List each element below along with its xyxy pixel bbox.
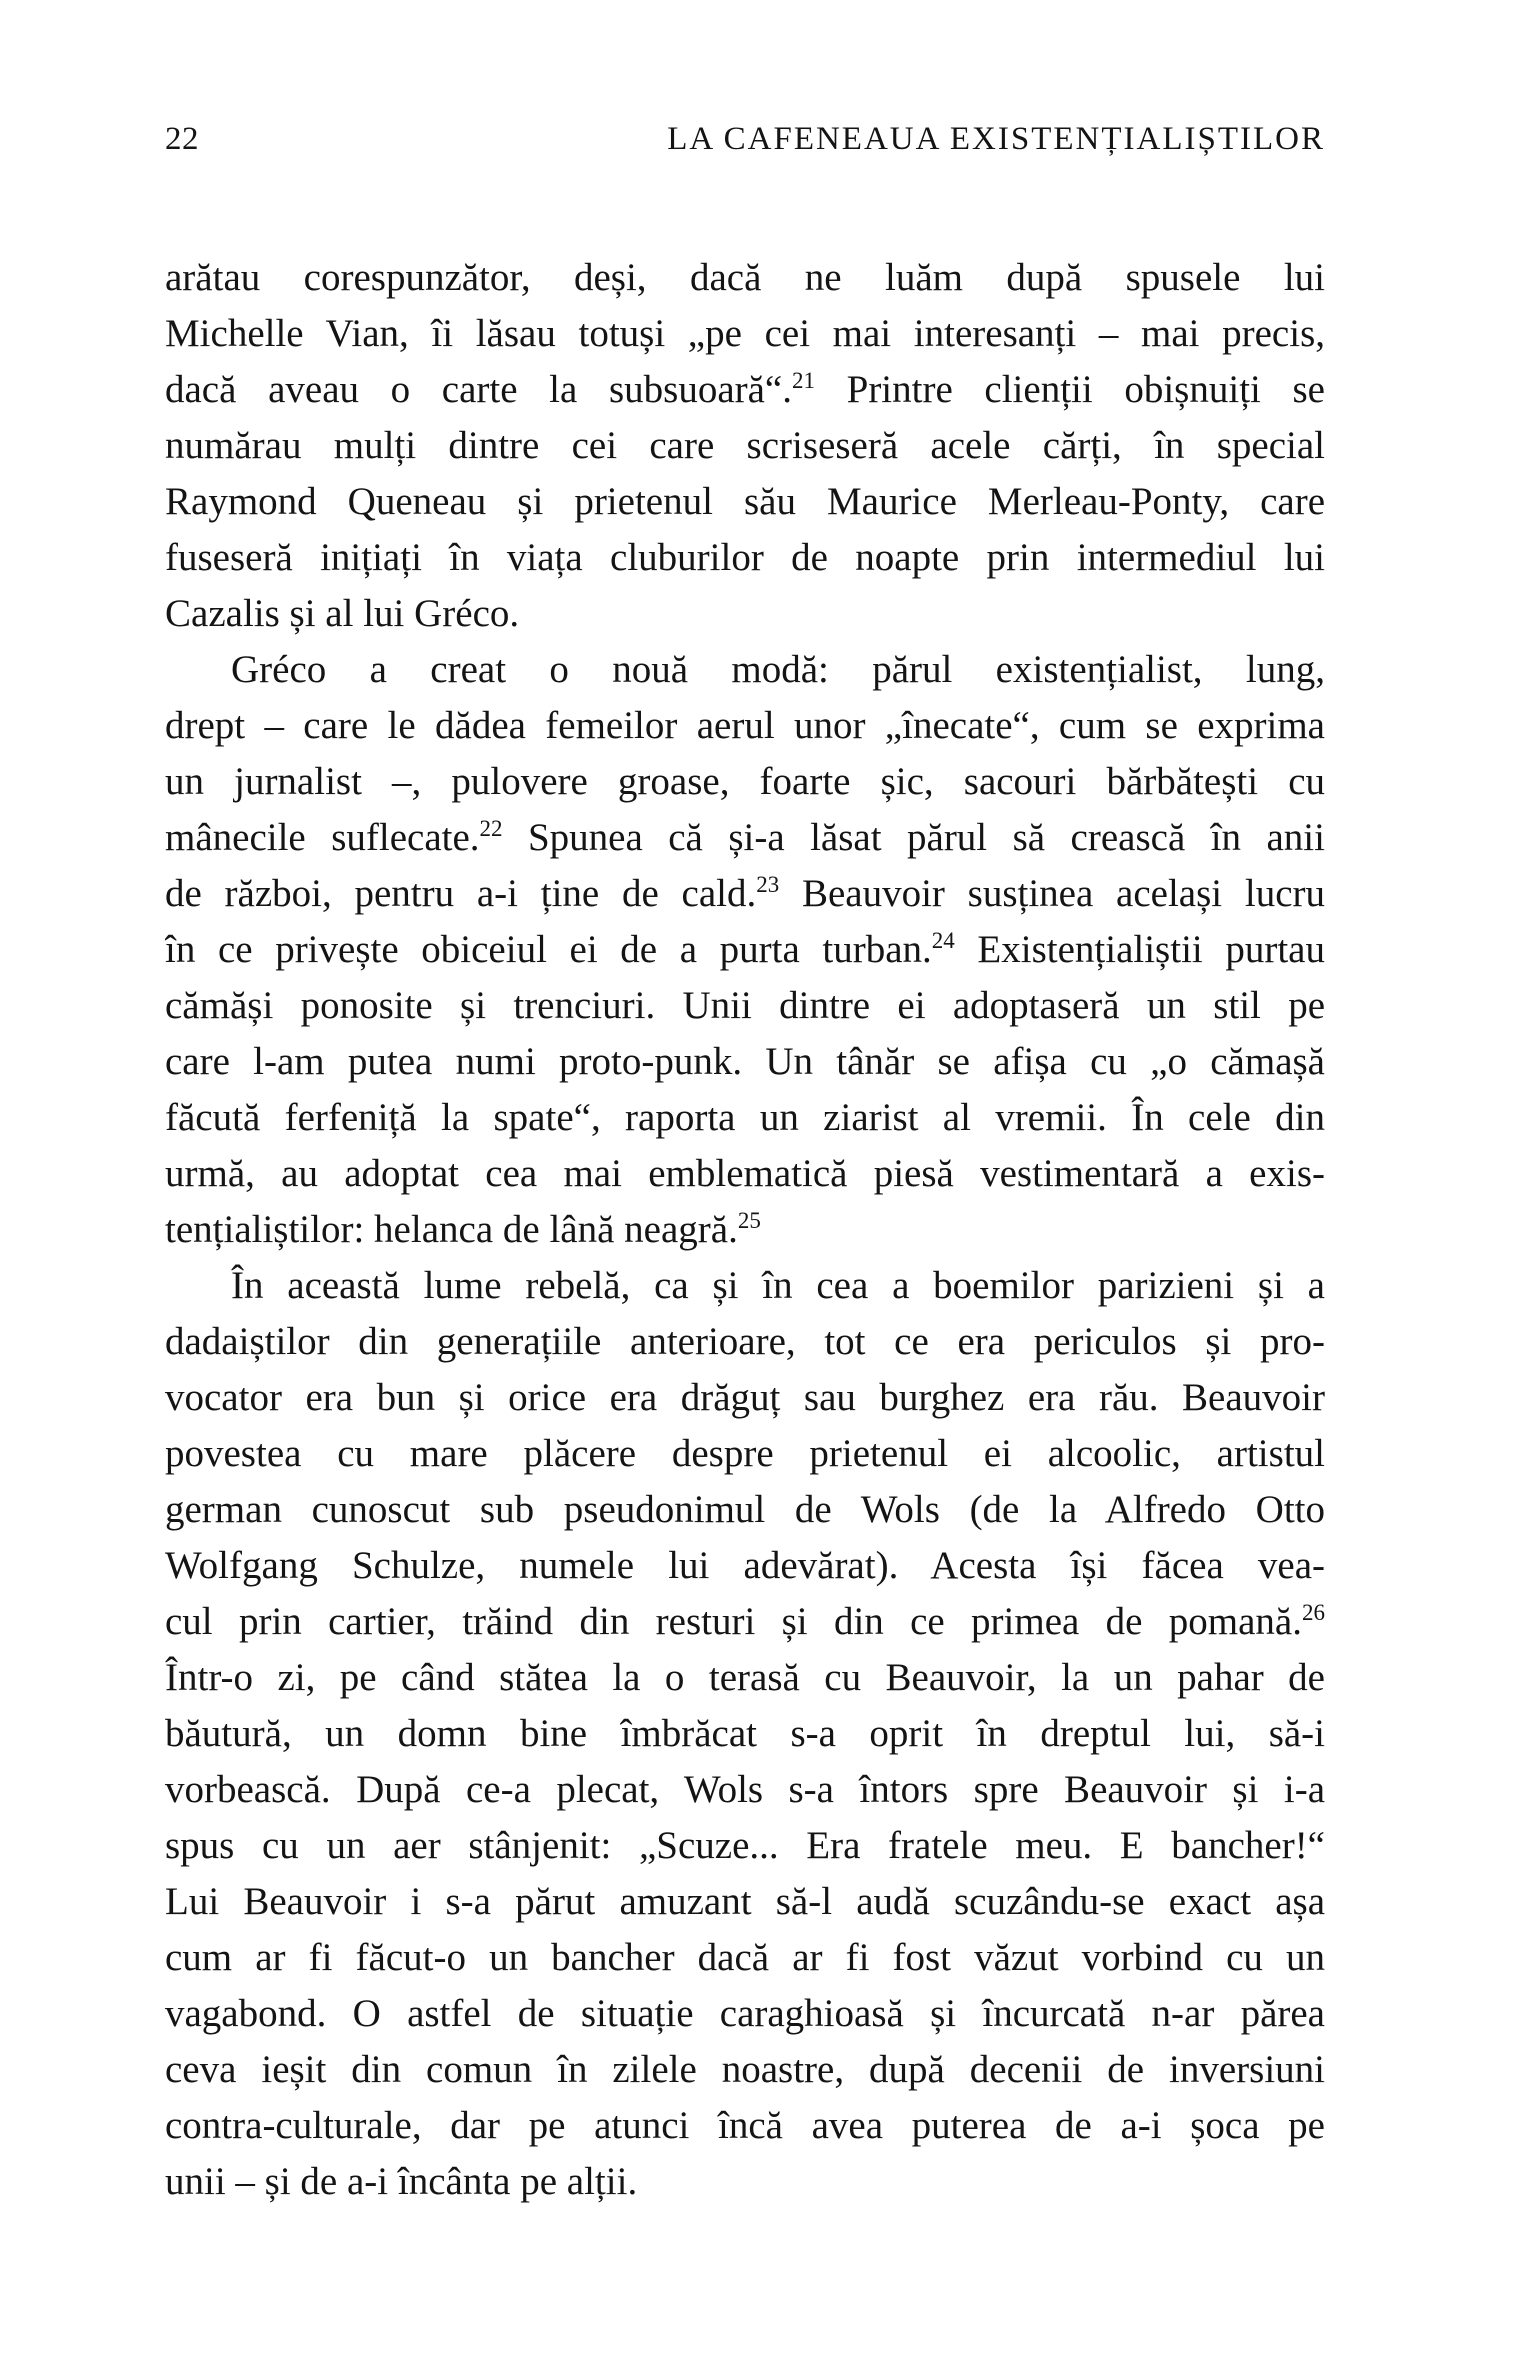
footnote-reference: 21 <box>791 368 815 393</box>
body-line: urmă, au adoptat cea mai emblematică piesă vestimentară a exis- <box>165 1152 1325 1195</box>
body-line: În această lume rebelă, ca și în cea a boemilor parizieni și a <box>231 1264 1325 1307</box>
paragraph <box>165 642 1325 1258</box>
body-line: cămăși ponosite și trenciuri. Unii dintre ei adoptaseră un stil pe <box>165 984 1325 1027</box>
body-line: unii – și de a-i încânta pe alții. <box>165 2160 638 2203</box>
body-line: făcută ferfeniță la spate“, raporta un ziarist al vremii. În cele din <box>165 1096 1325 1139</box>
body-line: german cunoscut sub pseudonimul de Wols (de la Alfredo Otto <box>165 1488 1325 1531</box>
body-line: ceva ieșit din comun în zilele noastre, după decenii de inversiuni <box>165 2048 1325 2091</box>
footnote-reference: 24 <box>931 928 955 953</box>
body-line: tențialiștilor: helanca de lână neagră.$^{25}$ <box>165 1208 761 1251</box>
body-line: vocator era bun și orice era drăguț sau burghez era rău. Beauvoir <box>165 1376 1325 1419</box>
footnote-reference: 23 <box>756 872 780 897</box>
body-line: în ce privește obiceiul ei de a purta turban.$^{24}$ Existențialiștii purtau <box>165 928 1325 971</box>
body-line: Gréco a creat o nouă modă: părul existențialist, lung, <box>231 648 1325 691</box>
body-line: Într-o zi, pe când stătea la o terasă cu Beauvoir, la un pahar de <box>165 1656 1325 1699</box>
body-line: vorbească. După ce-a plecat, Wols s-a întors spre Beauvoir și i-a <box>165 1768 1325 1811</box>
body-line: dacă aveau o carte la subsuoară“.$^{21}$ Printre clienții obișnuiți se <box>165 368 1325 411</box>
body-line: Wolfgang Schulze, numele lui adevărat). Acesta își făcea vea- <box>165 1544 1325 1587</box>
body-line: băutură, un domn bine îmbrăcat s-a oprit în dreptul lui, să-i <box>165 1712 1325 1755</box>
body-line: de război, pentru a-i ține de cald.$^{23}$ Beauvoir susținea același lucru <box>165 872 1325 915</box>
paragraph <box>165 250 1325 642</box>
body-text <box>165 250 1325 2210</box>
body-line: drept – care le dădea femeilor aerul unor „înecate“, cum se exprima <box>165 704 1325 747</box>
footnote-reference: 25 <box>737 1208 761 1233</box>
body-line: un jurnalist –, pulovere groase, foarte șic, sacouri bărbătești cu <box>165 760 1325 803</box>
body-line: vagabond. O astfel de situație caraghioasă și încurcată n-ar părea <box>165 1992 1325 2035</box>
body-line: contra-culturale, dar pe atunci încă avea puterea de a-i șoca pe <box>165 2104 1325 2147</box>
paragraph <box>165 1258 1325 2210</box>
body-line: mânecile suflecate.$^{22}$ Spunea că și-a lăsat părul să crească în anii <box>165 816 1325 859</box>
page-number: 22 <box>165 121 199 157</box>
body-line: Michelle Vian, îi lăsau totuși „pe cei mai interesanți – mai precis, <box>165 312 1325 355</box>
body-line: Cazalis și al lui Gréco. <box>165 592 520 635</box>
body-line: povestea cu mare plăcere despre prietenul ei alcoolic, artistul <box>165 1432 1325 1475</box>
body-line: care l-am putea numi proto-punk. Un tânăr se afișa cu „o cămașă <box>165 1040 1325 1083</box>
body-line: cul prin cartier, trăind din resturi și din ce primea de pomană.$^{26}$ <box>165 1600 1325 1643</box>
footnote-reference: 22 <box>479 816 503 841</box>
body-line: Raymond Queneau și prietenul său Maurice Merleau-Ponty, care <box>165 480 1325 523</box>
body-line: cum ar fi făcut-o un bancher dacă ar fi fost văzut vorbind cu un <box>165 1936 1325 1979</box>
running-header <box>165 120 1325 158</box>
body-line: spus cu un aer stânjenit: „Scuze... Era fratele meu. E bancher!“ <box>165 1824 1325 1867</box>
body-line: dadaiștilor din generațiile anterioare, tot ce era periculos și pro- <box>165 1320 1325 1363</box>
body-line: fuseseră inițiați în viața cluburilor de noapte prin intermediul lui <box>165 536 1325 579</box>
footnote-reference: 26 <box>1302 1600 1325 1625</box>
body-line: Lui Beauvoir i s-a părut amuzant să-l audă scuzându-se exact așa <box>165 1880 1325 1923</box>
body-line: numărau mulți dintre cei care scriseseră acele cărți, în special <box>165 424 1325 467</box>
running-title: LA CAFENEAUA EXISTENȚIALIȘTILOR <box>667 121 1325 157</box>
body-line: arătau corespunzător, deși, dacă ne luăm după spusele lui <box>165 256 1325 299</box>
